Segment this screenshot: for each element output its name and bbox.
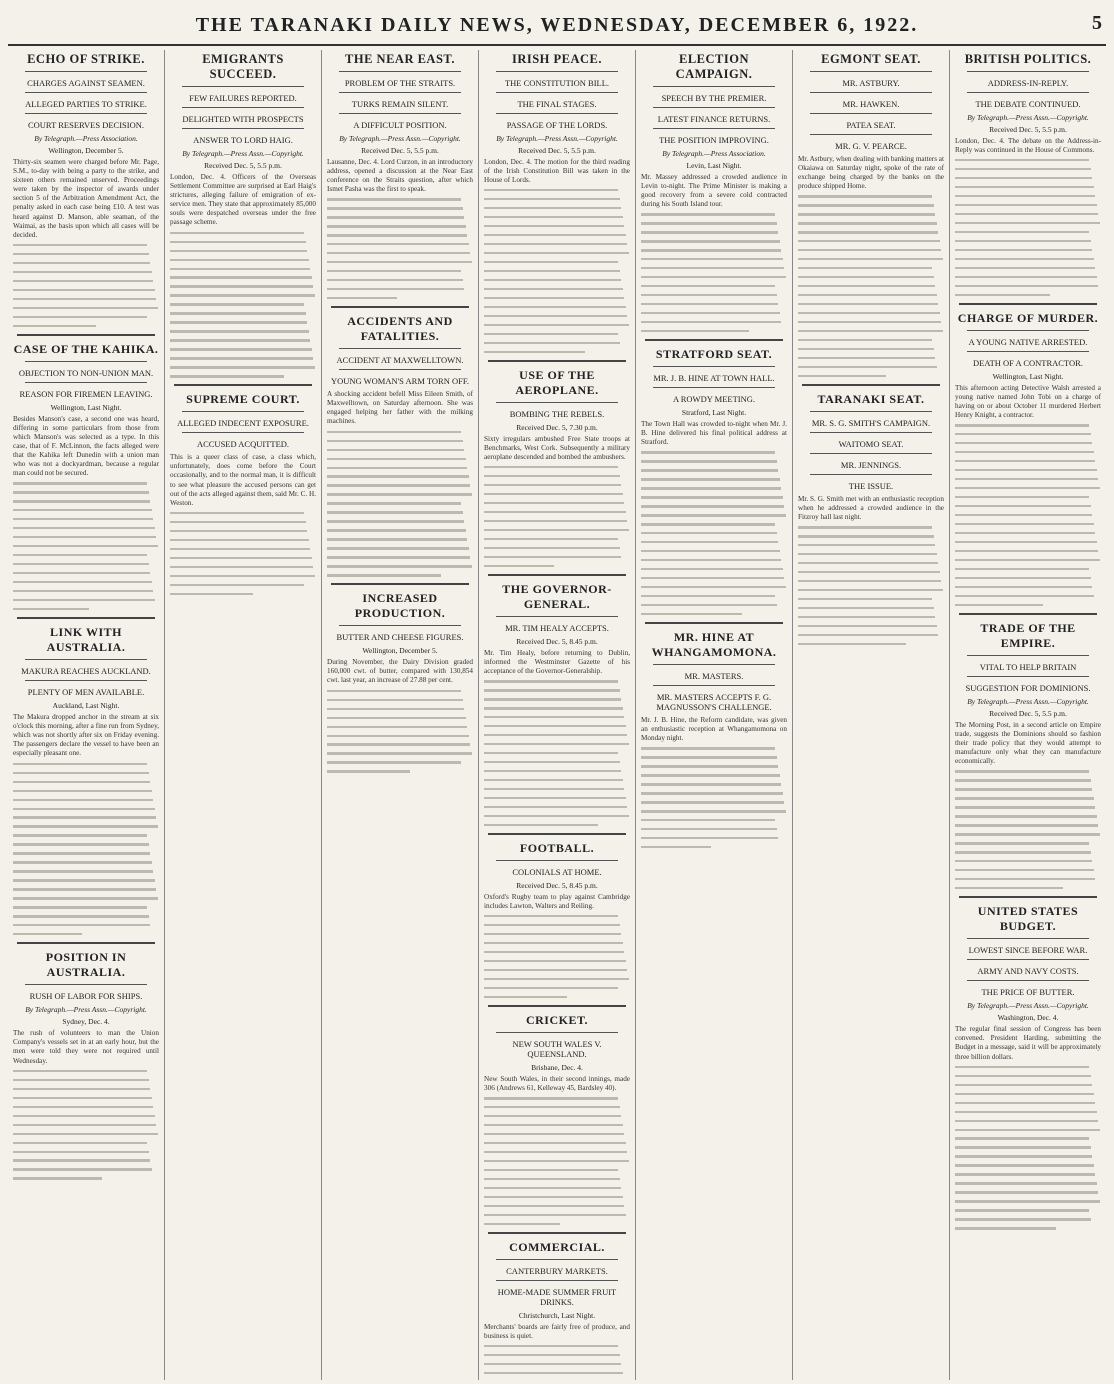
article-dateline: Brisbane, Dec. 4. xyxy=(531,1063,583,1073)
article-headline: THE GOVERNOR-GENERAL. xyxy=(502,582,612,612)
article-body: The rush of volunteers to man the Union Company's vessels set in at an early hour, but the men were told they were not required until Wednesday. xyxy=(13,1029,159,1065)
article xyxy=(327,306,473,576)
article xyxy=(955,896,1101,1229)
article xyxy=(13,52,159,327)
subheading-rule xyxy=(182,432,304,433)
article-dateline: Received Dec. 5, 5.5 p.m. xyxy=(989,125,1067,134)
article-body: Mr. J. B. Hine, the Reform candidate, was given an enthusiastic reception at Whangamomona on Monday night. xyxy=(641,716,787,743)
article-text-lines xyxy=(327,198,473,299)
article-headline: ECHO OF STRIKE. xyxy=(27,52,145,66)
subheading-rule xyxy=(810,411,932,412)
subheading-rule xyxy=(967,676,1089,677)
article-byline: By Telegraph.—Press Assn.—Copyright. xyxy=(967,696,1089,706)
article-body: London, Dec. 4. The debate on the Address-in-Reply was continued in the House of Commons. xyxy=(955,137,1101,155)
article-subheading: YOUNG WOMAN'S ARM TORN OFF. xyxy=(330,376,470,387)
article-subheading: ANSWER TO LORD HAIG. xyxy=(193,135,293,145)
article-dateline: Stratford, Last Night. xyxy=(681,408,747,418)
subheading-rule xyxy=(653,107,775,108)
article-divider xyxy=(645,622,783,624)
article xyxy=(484,833,630,998)
subheading-rule xyxy=(496,860,618,861)
subheading-rule xyxy=(653,664,775,665)
article-subheading: REASON FOR FIREMEN LEAVING. xyxy=(19,388,153,399)
article-text-lines xyxy=(955,1066,1101,1230)
article-subheading: ALLEGED PARTIES TO STRIKE. xyxy=(25,99,147,109)
article-subheading: TURKS REMAIN SILENT. xyxy=(351,99,449,109)
article-subheading: OBJECTION TO NON-UNION MAN. xyxy=(18,367,154,378)
subheading-rule xyxy=(653,128,775,129)
article-text-lines xyxy=(484,1097,630,1225)
article xyxy=(484,574,630,826)
article-divider xyxy=(802,384,940,386)
article-dateline: Washington, Dec. 4. xyxy=(997,1013,1059,1023)
column-3 xyxy=(322,50,479,1380)
article-subheading: NEW SOUTH WALES V. QUEENSLAND. xyxy=(512,1039,602,1060)
article-byline: By Telegraph.—Press Assn.—Copyright. xyxy=(25,1005,147,1015)
page-number: 5 xyxy=(1092,12,1102,34)
article-divider xyxy=(174,384,312,386)
article-subheading: THE CONSTITUTION BILL. xyxy=(504,78,610,88)
article xyxy=(484,360,630,567)
article-subheading: MR. TIM HEALY ACCEPTS. xyxy=(505,623,609,634)
article-text-lines xyxy=(13,482,159,610)
subheading-rule xyxy=(496,1032,618,1033)
article-subheading: LATEST FINANCE RETURNS. xyxy=(657,114,771,124)
article-divider xyxy=(959,303,1097,305)
subheading-rule xyxy=(810,134,932,135)
article xyxy=(327,52,473,299)
article xyxy=(484,1232,630,1380)
article-byline: By Telegraph.—Press Assn.—Copyright. xyxy=(967,113,1089,122)
article-subheading: PLENTY OF MEN AVAILABLE. xyxy=(27,687,145,698)
subheading-rule xyxy=(25,361,147,362)
subheading-rule xyxy=(339,71,461,72)
article-divider xyxy=(331,306,469,308)
subheading-rule xyxy=(496,92,618,93)
article-dateline: Wellington, Last Night. xyxy=(992,371,1064,381)
article-headline: TARANAKI SEAT. xyxy=(817,392,925,407)
article-body: Merchants' boards are fairly free of produce, and business is quiet. xyxy=(484,1323,630,1341)
article-body: The Town Hall was crowded to-night when Mr. J. B. Hine delivered his final political address at Stratford. xyxy=(641,420,787,447)
subheading-rule xyxy=(967,330,1089,331)
article-body: Mr. Astbury, when dealing with banking matters at Okaiawa on Saturday night, spoke of the rate of exchange being charged by the banks on the produce shipped Home. xyxy=(798,155,944,191)
article-body: London, Dec. 4. The motion for the third reading of the Irish Constitution Bill was taken in the House of Lords. xyxy=(484,158,630,185)
subheading-rule xyxy=(967,92,1089,93)
article-subheading: COURT RESERVES DECISION. xyxy=(27,120,144,130)
article-divider xyxy=(959,896,1097,898)
subheading-rule xyxy=(182,128,304,129)
article xyxy=(955,52,1101,296)
subheading-rule xyxy=(810,432,932,433)
subheading-rule xyxy=(25,680,147,681)
article-body: Thirty-six seamen were charged before Mr. Page, S.M., to-day with being a party to the strike, and sixteen others remained unserved. Proceedings were taken by the inspector of awards under section 5 of the Arbitration Amendment Act, the penalty asked in each case being £10. A test was heard against D. Manson, able seaman, of the Waimai, as the basis upon which all cases will be decided. xyxy=(13,158,159,239)
article-headline: TRADE OF THE EMPIRE. xyxy=(980,620,1076,650)
subheading-rule xyxy=(339,625,461,626)
article-byline: By Telegraph.—Press Assn.—Copyright. xyxy=(496,134,618,143)
subheading-rule xyxy=(810,113,932,114)
article-divider xyxy=(331,583,469,585)
article-text-lines xyxy=(955,424,1101,606)
article-subheading: ALLEGED INDECENT EXPOSURE. xyxy=(177,418,309,429)
article-text-lines xyxy=(327,690,473,773)
article-body: During November, the Dairy Division graded 160,000 cwt. of butter, compared with 130,854 cwt. last year, an increase of 27.88 per cent. xyxy=(327,658,473,685)
article-divider xyxy=(488,1232,626,1234)
article-subheading: HOME-MADE SUMMER FRUIT DRINKS. xyxy=(497,1287,617,1308)
article-subheading: WAITOMO SEAT. xyxy=(838,439,904,450)
article xyxy=(484,1005,630,1225)
article-dateline: Christchurch, Last Night. xyxy=(518,1311,596,1321)
newspaper-columns xyxy=(8,50,1106,1380)
article-divider xyxy=(488,1005,626,1007)
article-dateline: Auckland, Last Night. xyxy=(52,701,120,711)
article-divider xyxy=(488,574,626,576)
article-headline: LINK WITH AUSTRALIA. xyxy=(46,625,126,655)
article-text-lines xyxy=(798,195,944,377)
article-text-lines xyxy=(641,451,787,615)
article-headline: SUPREME COURT. xyxy=(186,392,300,407)
article xyxy=(327,583,473,772)
article-byline: By Telegraph.—Press Assn.—Copyright. xyxy=(967,1001,1089,1011)
article-byline: By Telegraph.—Press Association. xyxy=(34,134,138,143)
subheading-rule xyxy=(182,86,304,87)
article-headline: MR. HINE AT WHANGAMOMONA. xyxy=(651,630,777,660)
article-dateline: Received Dec. 5, 5.5 p.m. xyxy=(204,161,282,170)
subheading-rule xyxy=(967,938,1089,939)
article-divider xyxy=(17,617,155,619)
article-dateline: Received Dec. 5, 5.5 p.m. xyxy=(518,146,596,155)
masthead xyxy=(8,4,1106,46)
subheading-rule xyxy=(496,1280,618,1281)
article-text-lines xyxy=(13,1070,159,1180)
article-subheading: ARMY AND NAVY COSTS. xyxy=(977,966,1079,977)
subheading-rule xyxy=(810,71,932,72)
article xyxy=(13,617,159,935)
article-body: This afternoon acting Detective Walsh arrested a young native named John Tobi on a charge of having on or about October 11 murdered Herbert Henry Knight, a contractor. xyxy=(955,383,1101,420)
article xyxy=(170,384,316,595)
article-headline: FOOTBALL. xyxy=(519,841,595,856)
article-subheading: CHARGES AGAINST SEAMEN. xyxy=(27,78,145,88)
article xyxy=(484,52,630,353)
subheading-rule xyxy=(653,387,775,388)
article-subheading: PROBLEM OF THE STRAITS. xyxy=(344,78,456,88)
article-subheading: LOWEST SINCE BEFORE WAR. xyxy=(968,945,1088,956)
article-subheading: RUSH OF LABOR FOR SHIPS. xyxy=(29,991,143,1002)
subheading-rule xyxy=(810,92,932,93)
subheading-rule xyxy=(496,402,618,403)
article xyxy=(955,613,1101,889)
article-text-lines xyxy=(798,526,944,645)
article-divider xyxy=(959,613,1097,615)
article-body: Oxford's Rugby team to play against Cambridge includes Lawton, Walters and Reiling. xyxy=(484,893,630,911)
article-divider xyxy=(17,942,155,944)
subheading-rule xyxy=(653,366,775,367)
article-subheading: THE FINAL STAGES. xyxy=(517,99,597,109)
article-headline: USE OF THE AEROPLANE. xyxy=(515,367,599,397)
article-text-lines xyxy=(484,1345,630,1380)
article-body: Mr. S. G. Smith met with an enthusiastic reception when he addressed a crowded audience in the Fitzroy hall last night. xyxy=(798,495,944,522)
article-subheading: A YOUNG NATIVE ARRESTED. xyxy=(968,336,1088,347)
article-subheading: BUTTER AND CHEESE FIGURES. xyxy=(336,632,464,643)
article-text-lines xyxy=(955,770,1101,889)
article xyxy=(641,52,787,332)
subheading-rule xyxy=(653,685,775,686)
article-subheading: THE DEBATE CONTINUED. xyxy=(975,99,1081,109)
article xyxy=(13,334,159,611)
subheading-rule xyxy=(496,616,618,617)
article-subheading: DELIGHTED WITH PROSPECTS xyxy=(182,114,304,124)
article-headline: BRITISH POLITICS. xyxy=(964,52,1092,66)
article xyxy=(170,52,316,378)
article-subheading: THE POSITION IMPROVING. xyxy=(659,135,769,145)
subheading-rule xyxy=(496,1259,618,1260)
article-text-lines xyxy=(484,680,630,826)
article-subheading: FEW FAILURES REPORTED. xyxy=(189,93,297,103)
article-subheading: PATEA SEAT. xyxy=(846,120,896,130)
article-text-lines xyxy=(484,466,630,567)
article-subheading: COLONIALS AT HOME. xyxy=(512,867,602,878)
article-subheading: MR. J. B. HINE AT TOWN HALL. xyxy=(653,373,775,384)
article-text-lines xyxy=(484,915,630,998)
subheading-rule xyxy=(496,113,618,114)
subheading-rule xyxy=(25,92,147,93)
article-headline: INCREASED PRODUCTION. xyxy=(354,591,446,621)
article-text-lines xyxy=(641,213,787,332)
article-headline: EGMONT SEAT. xyxy=(821,52,921,66)
article-headline: IRISH PEACE. xyxy=(511,52,603,66)
article-subheading: MAKURA REACHES AUCKLAND. xyxy=(21,666,151,677)
subheading-rule xyxy=(25,382,147,383)
article-byline: By Telegraph.—Press Association. xyxy=(662,149,766,158)
subheading-rule xyxy=(25,113,147,114)
article-text-lines xyxy=(13,244,159,327)
article-text-lines xyxy=(170,512,316,595)
article-headline: CRICKET. xyxy=(525,1013,589,1028)
subheading-rule xyxy=(967,980,1089,981)
article-divider xyxy=(488,833,626,835)
article-subheading: THE PRICE OF BUTTER. xyxy=(981,987,1075,998)
article-headline: ACCIDENTS AND FATALITIES. xyxy=(347,314,453,344)
article-subheading: A ROWDY MEETING. xyxy=(672,394,756,405)
article-dateline: Received Dec. 5, 8.45 p.m. xyxy=(516,881,598,891)
article-subheading: MR. G. V. PEARCE. xyxy=(835,141,907,151)
article-body: The Makura dropped anchor in the stream at six o'clock this morning, after a fine run from Sydney, which was not shortly after six on Friday evening. The passengers declare the vessel to have been an especially pleasant one. xyxy=(13,713,159,758)
subheading-rule xyxy=(967,959,1089,960)
article-headline: ELECTION CAMPAIGN. xyxy=(675,52,753,81)
article-headline: STRATFORD SEAT. xyxy=(655,347,773,362)
article-dateline: Levin, Last Night. xyxy=(686,161,742,170)
newspaper-title: THE TARANAKI DAILY NEWS, WEDNESDAY, DECEMBER 6, 1922. xyxy=(195,14,919,36)
article-subheading: A DIFFICULT POSITION. xyxy=(353,120,447,130)
subheading-rule xyxy=(339,369,461,370)
article-subheading: ADDRESS-IN-REPLY. xyxy=(987,78,1069,88)
article-text-lines xyxy=(13,763,159,936)
subheading-rule xyxy=(653,86,775,87)
article-text-lines xyxy=(484,189,630,353)
subheading-rule xyxy=(967,71,1089,72)
article-byline: By Telegraph.—Press Assn.—Copyright. xyxy=(339,134,461,143)
column-2 xyxy=(165,50,322,1380)
article-subheading: DEATH OF A CONTRACTOR. xyxy=(973,357,1083,368)
article-dateline: Received Dec. 5, 8.45 p.m. xyxy=(516,637,598,647)
article-dateline: Sydney, Dec. 4. xyxy=(62,1017,110,1027)
subheading-rule xyxy=(339,348,461,349)
article-body: A shocking accident befell Miss Eileen Smith, of Maxwelltown, on Saturday afternoon. She was engaged helping her father with the milking machines. xyxy=(327,390,473,426)
column-7 xyxy=(950,50,1106,1380)
subheading-rule xyxy=(182,107,304,108)
article-headline: COMMERCIAL. xyxy=(509,1240,605,1255)
article-subheading: MR. MASTERS ACCEPTS F. G. MAGNUSSON'S CHALLENGE. xyxy=(656,692,772,713)
article-subheading: MR. MASTERS. xyxy=(684,671,744,682)
article-subheading: BOMBING THE REBELS. xyxy=(509,408,605,419)
article xyxy=(798,52,944,377)
article-headline: POSITION IN AUSTRALIA. xyxy=(45,950,127,980)
subheading-rule xyxy=(339,92,461,93)
subheading-rule xyxy=(810,474,932,475)
article-body: This is a queer class of case, a class which, unfortunately, does come before the Court occasionally, and to the normal man, it is difficult to see what pleasure the accused persons can get out of the acts alleged against them, said Mr. C. H. Weston. xyxy=(170,453,316,507)
article-body: Lausanne, Dec. 4. Lord Curzon, in an introductory address, opened a discussion at the Near East conference on the Straits question, after which Ismet Pasha was the first to speak. xyxy=(327,158,473,194)
subheading-rule xyxy=(967,655,1089,656)
article-text-lines xyxy=(641,747,787,848)
article-text-lines xyxy=(327,431,473,577)
subheading-rule xyxy=(182,411,304,412)
article-body: Sixty irregulars ambushed Free State troops at Benchmarks, West Cork. Subsequently a military aeroplane descended and bombed the ambushers. xyxy=(484,434,630,462)
article-body: London, Dec. 4. Officers of the Overseas Settlement Committee are surprised at Earl Haig's strictures, alleging failure of emigration of ex-service men. They state that approximately 85,000 souls were despatched overseas under the free passage scheme. xyxy=(170,173,316,227)
article-subheading: MR. JENNINGS. xyxy=(840,460,902,471)
article-body: The Morning Post, in a second article on Empire trade, suggests the Dominions should so fashion their trade policy that they would attempt to manufacture only what they can manufacture economically. xyxy=(955,720,1101,766)
article-subheading: THE ISSUE. xyxy=(848,481,894,492)
article-subheading: ACCIDENT AT MAXWELLTOWN. xyxy=(336,355,464,366)
article-divider xyxy=(645,339,783,341)
article-subheading: SUGGESTION FOR DOMINIONS. xyxy=(965,682,1091,693)
article-body: Mr. Massey addressed a crowded audience in Levin to-night. The Prime Minister is making a good recovery from a severe cold contracted during his South Island tour. xyxy=(641,173,787,209)
subheading-rule xyxy=(967,351,1089,352)
article-dateline: Wellington, Last Night. xyxy=(50,402,122,412)
article-subheading: CANTERBURY MARKETS. xyxy=(506,1266,608,1277)
article xyxy=(641,622,787,848)
article-divider xyxy=(17,334,155,336)
subheading-rule xyxy=(25,71,147,72)
article-dateline: Wellington, December 5. xyxy=(48,146,124,155)
subheading-rule xyxy=(810,453,932,454)
column-6 xyxy=(793,50,950,1380)
article-subheading: PASSAGE OF THE LORDS. xyxy=(506,120,608,130)
article-headline: CHARGE OF MURDER. xyxy=(957,310,1099,325)
article xyxy=(798,384,944,645)
article-headline: UNITED STATES BUDGET. xyxy=(977,904,1079,934)
article-dateline: Received Dec. 5, 5.5 p.m. xyxy=(361,146,439,155)
article xyxy=(641,339,787,615)
article xyxy=(955,303,1101,606)
article-subheading: VITAL TO HELP BRITAIN xyxy=(979,661,1077,672)
column-4 xyxy=(479,50,636,1380)
article-subheading: MR. ASTBURY. xyxy=(842,78,900,88)
column-5 xyxy=(636,50,793,1380)
subheading-rule xyxy=(25,984,147,985)
subheading-rule xyxy=(25,659,147,660)
article-headline: THE NEAR EAST. xyxy=(345,52,455,66)
article-dateline: Wellington, December 5. xyxy=(362,646,438,656)
article-byline: By Telegraph.—Press Assn.—Copyright. xyxy=(182,149,304,158)
article-body: The regular final session of Congress has been convened. President Harding, submitting the Budget in a message, said it will be approximately three billion dollars. xyxy=(955,1025,1101,1061)
article-headline: EMIGRANTS SUCCEED. xyxy=(202,52,284,81)
article-subheading: ACCUSED ACQUITTED. xyxy=(196,439,290,450)
article-dateline: Received Dec. 5, 7.30 p.m. xyxy=(516,422,598,432)
article-body: Besides Manson's case, a second one was heard, differing in some particulars from those from which Manson's was selected as a type. In this case, that of F. McLinnon, the facts alleged were that the Kahika left Dunedin with a union man who was not a dockyardman, because a regular man could not be secured. xyxy=(13,414,159,478)
article-divider xyxy=(488,360,626,362)
subheading-rule xyxy=(496,71,618,72)
subheading-rule xyxy=(339,113,461,114)
article-text-lines xyxy=(955,159,1101,296)
article-dateline: Received Dec. 5, 5.5 p.m. xyxy=(989,708,1067,718)
article-headline: CASE OF THE KAHIKA. xyxy=(13,341,159,356)
article-body: Mr. Tim Healy, before returning to Dublin, informed the Westminster Gazette of his acceptance of the Governor-Generalship. xyxy=(484,649,630,676)
article-subheading: MR. S. G. SMITH'S CAMPAIGN. xyxy=(811,418,931,429)
column-1 xyxy=(8,50,165,1380)
article-subheading: SPEECH BY THE PREMIER. xyxy=(661,93,767,103)
article-subheading: MR. HAWKEN. xyxy=(842,99,900,109)
article-body: New South Wales, in their second innings, made 306 (Andrews 61, Kelleway 45, Bardsley 40). xyxy=(484,1075,630,1093)
article xyxy=(13,942,159,1179)
article-text-lines xyxy=(170,232,316,378)
